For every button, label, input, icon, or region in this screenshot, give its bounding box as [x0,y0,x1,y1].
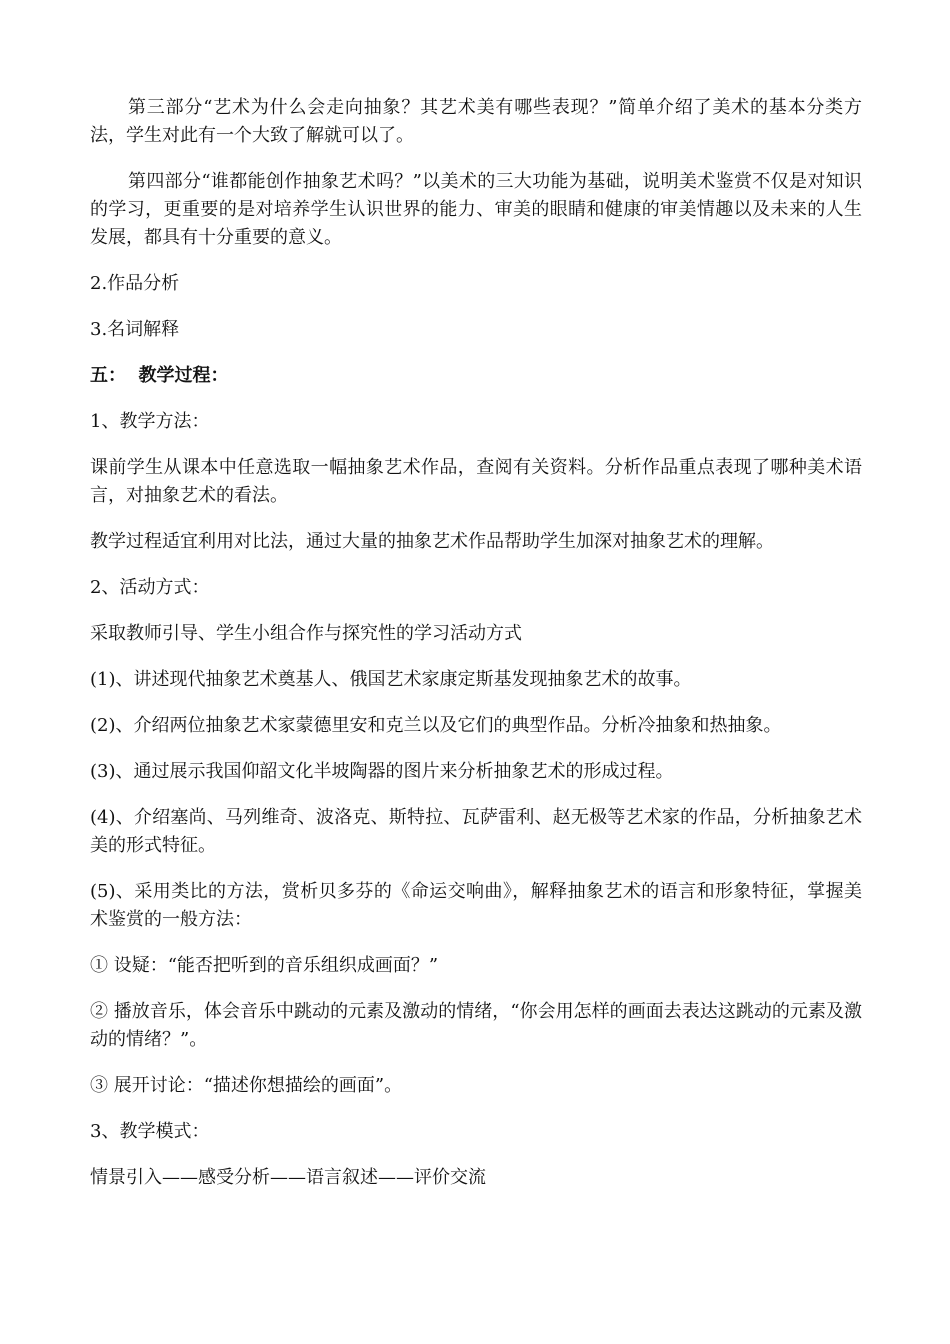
list-item-4: (4)、介绍塞尚、马列维奇、波洛克、斯特拉、瓦萨雷利、赵无极等艺术家的作品，分析抽象艺术美的形式特征。 [90,807,862,856]
item-term-explanation: 3.名词解释 [90,319,180,340]
list-item-5: (5)、采用类比的方法，赏析贝多芬的《命运交响曲》，解释抽象艺术的语言和形象特征，掌握美术鉴赏的一般方法： [90,881,862,930]
document-page [90,94,862,1210]
list-item-3: (3)、通过展示我国仰韶文化半坡陶器的图片来分析抽象艺术的形成过程。 [90,761,674,782]
paragraph-teaching-model-flow: 情景引入——感受分析——语言叙述——评价交流 [90,1167,486,1188]
paragraph-part-four: 第四部分“谁都能创作抽象艺术吗？”以美术的三大功能为基础，说明美术鉴赏不仅是对知识的学习，更重要的是对培养学生认识世界的能力、审美的眼睛和健康的审美情趣以及未来的人生发展，都具有十分重要的意义。 [90,171,862,248]
list-item-2: (2)、介绍两位抽象艺术家蒙德里安和克兰以及它们的典型作品。分析冷抽象和热抽象。 [90,715,782,736]
subheading-teaching-model: 3、教学模式： [90,1121,210,1142]
list-item-1: (1)、讲述现代抽象艺术奠基人、俄国艺术家康定斯基发现抽象艺术的故事。 [90,669,692,690]
section-heading-teaching-process: 五： 教学过程： [90,365,229,386]
paragraph-comparison-method: 教学过程适宜利用对比法，通过大量的抽象艺术作品帮助学生加深对抽象艺术的理解。 [90,531,774,552]
subheading-teaching-method: 1、教学方法： [90,411,210,432]
step-play-music: ② 播放音乐，体会音乐中跳动的元素及激动的情绪，“你会用怎样的画面去表达这跳动的元素及激动的情绪？”。 [90,1001,862,1050]
subheading-activity-mode: 2、活动方式： [90,577,210,598]
paragraph-part-three: 第三部分“艺术为什么会走向抽象？其艺术美有哪些表现？”简单介绍了美术的基本分类方法，学生对此有一个大致了解就可以了。 [90,97,862,146]
step-question: ① 设疑：“能否把听到的音乐组织成画面？” [90,955,439,976]
paragraph-activity-approach: 采取教师引导、学生小组合作与探究性的学习活动方式 [90,623,522,644]
step-discussion: ③ 展开讨论：“描述你想描绘的画面”。 [90,1075,403,1096]
item-work-analysis: 2.作品分析 [90,273,180,294]
paragraph-pre-class: 课前学生从课本中任意选取一幅抽象艺术作品，查阅有关资料。分析作品重点表现了哪种美术语言，对抽象艺术的看法。 [90,457,862,506]
